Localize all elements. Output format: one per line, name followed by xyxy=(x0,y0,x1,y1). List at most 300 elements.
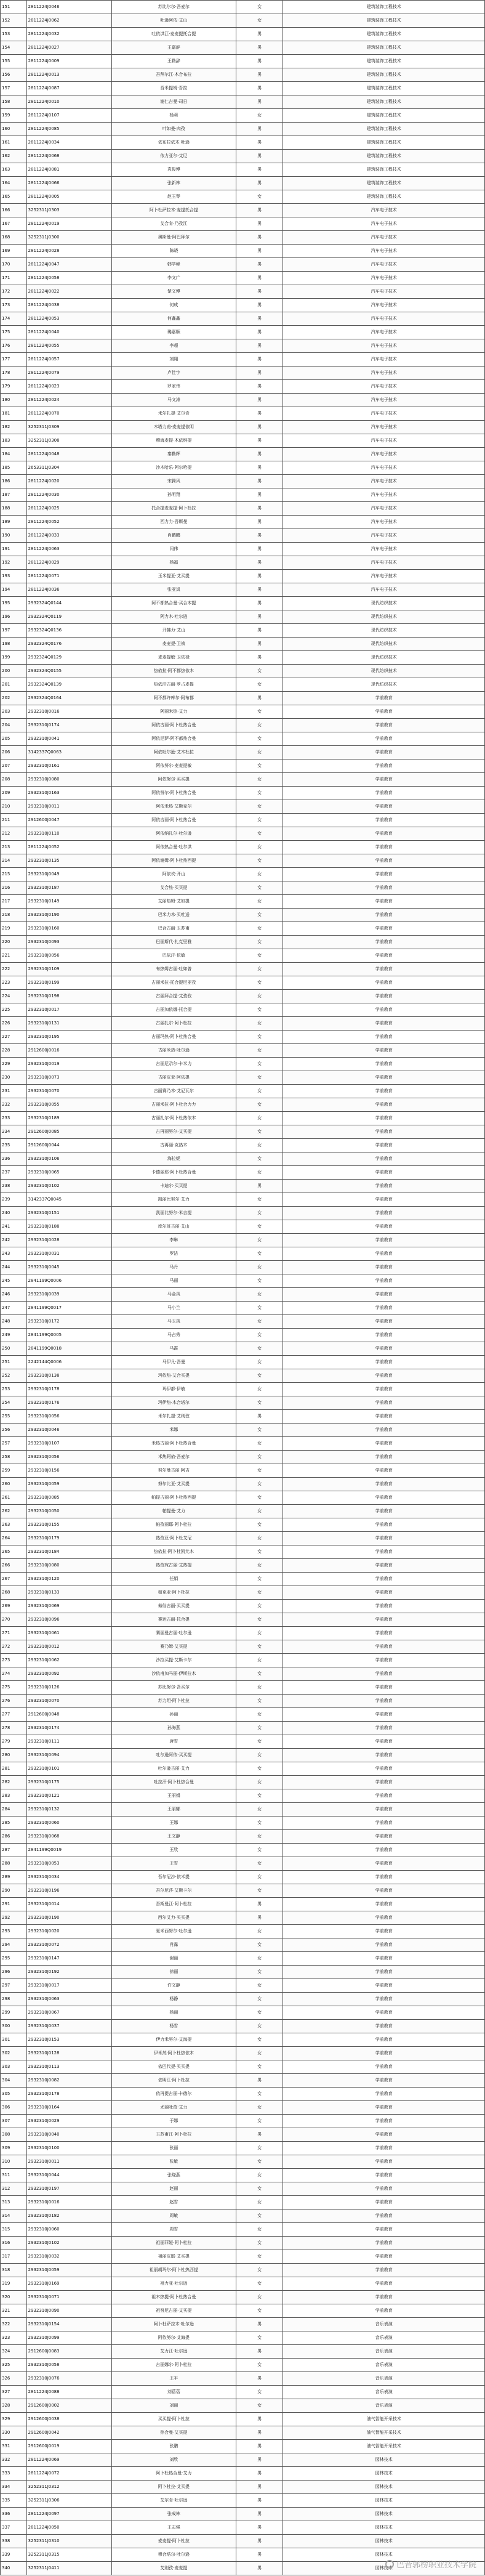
student-name-cell: 古丽米热·吐尔逊 xyxy=(111,1044,236,1058)
gender-cell: 女 xyxy=(236,2101,283,2115)
student-id-cell: 2811224J0029 xyxy=(26,556,111,570)
major-cell: 建筑装饰工程技术 xyxy=(283,1,485,14)
table-row xyxy=(1,1505,485,1518)
gender-cell: 女 xyxy=(236,773,283,787)
row-number-cell: 283 xyxy=(1,1789,27,1803)
gender-cell: 女 xyxy=(236,1288,283,1302)
table-row xyxy=(1,1003,485,1017)
row-number-cell: 282 xyxy=(1,1776,27,1789)
student-id-cell: 2932310J0131 xyxy=(26,1017,111,1031)
gender-cell: 男 xyxy=(236,2318,283,2331)
table-row xyxy=(1,2413,485,2426)
row-number-cell: 339 xyxy=(1,2548,27,2562)
student-name-cell: 吐尔逊古丽·艾力 xyxy=(111,1762,236,1776)
gender-cell: 女 xyxy=(236,1193,283,1207)
row-number-cell: 303 xyxy=(1,2060,27,2074)
major-cell: 学前教育 xyxy=(283,1451,485,1464)
student-id-cell: 2932310J0106 xyxy=(26,1152,111,1166)
major-cell: 学前教育 xyxy=(283,868,485,881)
row-number-cell: 227 xyxy=(1,1031,27,1044)
table-row xyxy=(1,1288,485,1302)
row-number-cell: 294 xyxy=(1,1938,27,1952)
major-cell: 学前教育 xyxy=(283,1654,485,1667)
row-number-cell: 160 xyxy=(1,123,27,136)
student-id-cell: 2811224J0055 xyxy=(26,339,111,353)
student-id-cell: 2932310J0179 xyxy=(26,1532,111,1545)
student-name-cell: 孙海燕 xyxy=(111,1722,236,1735)
student-id-cell: 2912600J0042 xyxy=(26,2426,111,2440)
gender-cell: 男 xyxy=(236,258,283,272)
student-name-cell: 西力力·吾斯曼 xyxy=(111,516,236,529)
student-id-cell: 2932310J0100 xyxy=(26,2142,111,2155)
student-id-cell: 2932310J0071 xyxy=(26,2291,111,2304)
student-name-cell: 谢丽 xyxy=(111,1952,236,1966)
major-cell: 音乐表演 xyxy=(283,2345,485,2359)
student-id-cell: 2932310J0174 xyxy=(26,719,111,732)
table-row xyxy=(1,1410,485,1424)
gender-cell: 男 xyxy=(236,1410,283,1424)
gender-cell: 女 xyxy=(236,2142,283,2155)
student-name-cell: 王丽娜 xyxy=(111,1803,236,1817)
student-id-cell: 2932310J0041 xyxy=(26,732,111,746)
student-name-cell: 古丽拜合提·艾孜孜 xyxy=(111,990,236,1003)
gender-cell: 女 xyxy=(236,190,283,204)
student-id-cell: 2932310J0061 xyxy=(26,1627,111,1640)
row-number-cell: 292 xyxy=(1,1911,27,1925)
gender-cell: 女 xyxy=(236,1139,283,1152)
gender-cell: 男 xyxy=(236,624,283,638)
student-name-cell: 艾丽热姆·艾如提 xyxy=(111,895,236,909)
major-cell: 学前教育 xyxy=(283,1627,485,1640)
row-number-cell: 308 xyxy=(1,2128,27,2142)
gender-cell: 女 xyxy=(236,2291,283,2304)
student-id-cell: 2932310J0156 xyxy=(26,1464,111,1478)
gender-cell: 男 xyxy=(236,556,283,570)
student-name-cell: 沙拉买提·艾斯卡尔 xyxy=(111,1654,236,1667)
row-number-cell: 310 xyxy=(1,2155,27,2169)
table-row xyxy=(1,610,485,624)
row-number-cell: 334 xyxy=(1,2481,27,2494)
gender-cell: 男 xyxy=(236,2494,283,2508)
major-cell: 学前教育 xyxy=(283,814,485,827)
major-cell: 现代纺织技术 xyxy=(283,610,485,624)
student-id-cell: 2932310J0062 xyxy=(26,1654,111,1667)
gender-cell: 女 xyxy=(236,1220,283,1234)
major-cell: 学前教育 xyxy=(283,800,485,814)
row-number-cell: 210 xyxy=(1,800,27,814)
major-cell: 学前教育 xyxy=(283,1586,485,1600)
student-id-cell: 2811224J0070 xyxy=(26,407,111,421)
row-number-cell: 275 xyxy=(1,1681,27,1695)
gender-cell: 男 xyxy=(236,150,283,163)
row-number-cell: 174 xyxy=(1,312,27,326)
gender-cell: 女 xyxy=(236,827,283,841)
table-row xyxy=(1,1695,485,1708)
gender-cell: 女 xyxy=(236,909,283,922)
student-id-cell: 2932310J0067 xyxy=(26,2006,111,2020)
student-name-cell: 买买提·阿卜杜拉 xyxy=(111,2413,236,2426)
gender-cell: 男 xyxy=(236,1911,283,1925)
table-row xyxy=(1,909,485,922)
student-id-cell: 2932310J0110 xyxy=(26,827,111,841)
major-cell: 学前教育 xyxy=(283,1762,485,1776)
gender-cell: 女 xyxy=(236,1966,283,1979)
major-cell: 学前教育 xyxy=(283,2196,485,2209)
student-id-cell: 2932310J0092 xyxy=(26,1667,111,1681)
student-name-cell: 吐逊阿依·艾山 xyxy=(111,14,236,28)
student-id-cell: 2811224J0005 xyxy=(26,190,111,204)
table-row xyxy=(1,41,485,55)
student-name-cell: 王志强 xyxy=(111,2521,236,2535)
row-number-cell: 176 xyxy=(1,339,27,353)
major-cell: 学前教育 xyxy=(283,963,485,976)
table-row xyxy=(1,1518,485,1532)
student-id-cell: 2932310J0132 xyxy=(26,1803,111,1817)
student-id-cell: 2932310J0017 xyxy=(26,1979,111,1993)
student-id-cell: 2811224J0034 xyxy=(26,136,111,150)
major-cell: 音乐表演 xyxy=(283,2399,485,2413)
row-number-cell: 313 xyxy=(1,2196,27,2209)
student-name-cell: 王文静 xyxy=(111,1830,236,1844)
table-row xyxy=(1,1871,485,1884)
row-number-cell: 161 xyxy=(1,136,27,150)
major-cell: 学前教育 xyxy=(283,1180,485,1193)
gender-cell: 女 xyxy=(236,1803,283,1817)
major-cell: 汽车电子技术 xyxy=(283,245,485,258)
major-cell: 学前教育 xyxy=(283,1505,485,1518)
table-row xyxy=(1,976,485,990)
student-id-cell: 2841199Q0006 xyxy=(26,1274,111,1288)
student-name-cell: 热依拉·阿不都热依木 xyxy=(111,665,236,678)
table-row xyxy=(1,1261,485,1274)
major-cell: 汽车电子技术 xyxy=(283,380,485,394)
gender-cell: 男 xyxy=(236,2413,283,2426)
gender-cell: 男 xyxy=(236,299,283,312)
student-id-cell: 2932310J0040 xyxy=(26,2128,111,2142)
student-name-cell: 托合提麦麦提·阿卜杜拉 xyxy=(111,502,236,516)
student-name-cell: 祖努尼古丽·艾买提 xyxy=(111,2304,236,2318)
major-cell: 音乐表演 xyxy=(283,2331,485,2345)
table-row xyxy=(1,2345,485,2359)
table-row xyxy=(1,1708,485,1722)
student-id-cell: 2932310J0164 xyxy=(26,2101,111,2115)
major-cell: 学前教育 xyxy=(283,2033,485,2047)
student-name-cell: 沙木哈乐·阿尔哈提 xyxy=(111,461,236,475)
major-cell: 学前教育 xyxy=(283,2182,485,2196)
student-id-cell: 2932310J0163 xyxy=(26,787,111,800)
table-row xyxy=(1,1424,485,1437)
student-name-cell: 周雪 xyxy=(111,2223,236,2237)
major-cell: 汽车电子技术 xyxy=(283,421,485,434)
row-number-cell: 175 xyxy=(1,326,27,339)
table-row xyxy=(1,2209,485,2223)
gender-cell: 女 xyxy=(236,678,283,692)
student-name-cell: 王丽娟 xyxy=(111,1789,236,1803)
major-cell: 汽车电子技术 xyxy=(283,285,485,299)
table-row xyxy=(1,1329,485,1342)
gender-cell: 女 xyxy=(236,922,283,936)
major-cell: 汽车电子技术 xyxy=(283,204,485,217)
table-row xyxy=(1,1234,485,1247)
row-number-cell: 166 xyxy=(1,204,27,217)
table-row xyxy=(1,2521,485,2535)
major-cell: 汽车电子技术 xyxy=(283,488,485,502)
table-row xyxy=(1,2196,485,2209)
row-number-cell: 167 xyxy=(1,217,27,231)
major-cell: 学前教育 xyxy=(283,705,485,719)
student-id-cell: 2932310J0039 xyxy=(26,1288,111,1302)
row-number-cell: 318 xyxy=(1,2264,27,2277)
row-number-cell: 254 xyxy=(1,1396,27,1410)
gender-cell: 女 xyxy=(236,1627,283,1640)
gender-cell: 女 xyxy=(236,1274,283,1288)
row-number-cell: 188 xyxy=(1,502,27,516)
major-cell: 学前教育 xyxy=(283,2291,485,2304)
major-cell: 学前教育 xyxy=(283,1044,485,1058)
student-name-cell: 吾拜尔江·木合布拉 xyxy=(111,68,236,82)
student-id-cell: 2932324Q0176 xyxy=(26,638,111,651)
table-row xyxy=(1,1600,485,1613)
student-name-cell: 王嘉辞 xyxy=(111,41,236,55)
student-id-cell: 2932310J0182 xyxy=(26,2209,111,2223)
gender-cell: 男 xyxy=(236,285,283,299)
student-name-cell: 吐依洪江·麦麦提托合提 xyxy=(111,28,236,41)
student-name-cell: 米热古丽·阿卜杜热合曼 xyxy=(111,1437,236,1451)
major-cell: 汽车电子技术 xyxy=(283,556,485,570)
student-id-cell: 2932324Q0164 xyxy=(26,692,111,705)
row-number-cell: 259 xyxy=(1,1464,27,1478)
table-row xyxy=(1,461,485,475)
table-row xyxy=(1,2060,485,2074)
student-name-cell: 阿依尼萨·阿不都热合曼 xyxy=(111,732,236,746)
gender-cell: 男 xyxy=(236,529,283,543)
student-name-cell: 古丽米拉·托合提尼亚孜 xyxy=(111,976,236,990)
gender-cell: 女 xyxy=(236,1356,283,1369)
student-id-cell: 2811224J0030 xyxy=(26,488,111,502)
gender-cell: 男 xyxy=(236,41,283,55)
table-row xyxy=(1,2128,485,2142)
gender-cell: 女 xyxy=(236,1925,283,1938)
row-number-cell: 326 xyxy=(1,2372,27,2386)
gender-cell: 女 xyxy=(236,2169,283,2182)
gender-cell: 女 xyxy=(236,2182,283,2196)
row-number-cell: 246 xyxy=(1,1288,27,1302)
student-name-cell: 帕孜丽耶·阿卜杜拉 xyxy=(111,1518,236,1532)
gender-cell: 女 xyxy=(236,1681,283,1695)
student-id-cell: 2932310J0049 xyxy=(26,868,111,881)
gender-cell: 女 xyxy=(236,841,283,854)
row-number-cell: 330 xyxy=(1,2426,27,2440)
gender-cell: 女 xyxy=(236,2277,283,2291)
student-id-cell: 3252311J0306 xyxy=(26,2494,111,2508)
gender-cell: 女 xyxy=(236,1,283,14)
gender-cell: 女 xyxy=(236,2020,283,2033)
row-number-cell: 153 xyxy=(1,28,27,41)
major-cell: 学前教育 xyxy=(283,881,485,895)
major-cell: 油气智能开采技术 xyxy=(283,2440,485,2453)
student-id-cell: 2811224J0069 xyxy=(26,2453,111,2467)
student-name-cell: 璐嘉顺 xyxy=(111,326,236,339)
table-row xyxy=(1,407,485,421)
student-name-cell: 杨雪 xyxy=(111,2020,236,2033)
row-number-cell: 329 xyxy=(1,2413,27,2426)
gender-cell: 女 xyxy=(236,1478,283,1491)
row-number-cell: 262 xyxy=(1,1505,27,1518)
student-name-cell: 布热姆古丽·吐如普 xyxy=(111,963,236,976)
student-name-cell: 巴依汗·依敏 xyxy=(111,949,236,963)
row-number-cell: 180 xyxy=(1,394,27,407)
table-row xyxy=(1,2264,485,2277)
student-name-cell: 李超 xyxy=(111,339,236,353)
student-name-cell: 张亚岚 xyxy=(111,583,236,597)
gender-cell: 女 xyxy=(236,1342,283,1356)
major-cell: 学前教育 xyxy=(283,2047,485,2060)
student-id-cell: 2932310J0187 xyxy=(26,881,111,895)
table-row xyxy=(1,814,485,827)
table-row xyxy=(1,1898,485,1911)
student-name-cell: 古丽米拉·阿卜杜合力力 xyxy=(111,1098,236,1112)
student-name-cell: 杨丽 xyxy=(111,2006,236,2020)
student-id-cell: 2841199Q0019 xyxy=(26,1844,111,1857)
student-name-cell: 王雪 xyxy=(111,1857,236,1871)
gender-cell: 男 xyxy=(236,434,283,448)
table-row xyxy=(1,2426,485,2440)
row-number-cell: 327 xyxy=(1,2386,27,2399)
row-number-cell: 302 xyxy=(1,2047,27,2060)
row-number-cell: 270 xyxy=(1,1613,27,1627)
student-id-cell: 2932310J0160 xyxy=(26,922,111,936)
major-cell: 学前教育 xyxy=(283,692,485,705)
student-name-cell: 麦麦提·卫祯 xyxy=(111,638,236,651)
student-name-cell: 热孜亚·阿卜杜艾尼 xyxy=(111,1532,236,1545)
student-id-cell: 2932310J0034 xyxy=(26,1871,111,1884)
row-number-cell: 203 xyxy=(1,705,27,719)
student-name-cell: 尤丽吐孜·艾力 xyxy=(111,2101,236,2115)
major-cell: 现代纺织技术 xyxy=(283,651,485,665)
student-name-cell: 于娜 xyxy=(111,2115,236,2128)
student-name-cell: 王娜 xyxy=(111,1817,236,1830)
student-name-cell: 赛达古丽·托合提 xyxy=(111,1613,236,1627)
row-number-cell: 212 xyxy=(1,827,27,841)
row-number-cell: 247 xyxy=(1,1302,27,1315)
gender-cell: 男 xyxy=(236,82,283,95)
gender-cell: 女 xyxy=(236,1735,283,1749)
student-name-cell: 叶如曼·肉孜 xyxy=(111,123,236,136)
student-name-cell: 艾则孜·麦麦提 xyxy=(111,2562,236,2575)
table-row xyxy=(1,1464,485,1478)
gender-cell: 女 xyxy=(236,1545,283,1559)
gender-cell: 女 xyxy=(236,1329,283,1342)
major-cell: 学前教育 xyxy=(283,2169,485,2182)
gender-cell: 女 xyxy=(236,949,283,963)
major-cell: 建筑装饰工程技术 xyxy=(283,95,485,109)
row-number-cell: 207 xyxy=(1,759,27,773)
major-cell: 建筑装饰工程技术 xyxy=(283,14,485,28)
student-id-cell: 2932310J0174 xyxy=(26,1722,111,1735)
major-cell: 学前教育 xyxy=(283,1329,485,1342)
row-number-cell: 184 xyxy=(1,448,27,461)
table-row xyxy=(1,1125,485,1139)
gender-cell: 男 xyxy=(236,339,283,353)
student-name-cell: 凯丽比努尔·米吉提 xyxy=(111,1207,236,1220)
gender-cell: 女 xyxy=(236,1613,283,1627)
student-id-cell: 2811224J0071 xyxy=(26,570,111,583)
major-cell: 汽车电子技术 xyxy=(283,217,485,231)
gender-cell: 女 xyxy=(236,1071,283,1085)
student-id-cell: 2912600J0047 xyxy=(26,814,111,827)
student-name-cell: 肖鹏鹏 xyxy=(111,529,236,543)
student-id-cell: 2811224J0040 xyxy=(26,326,111,339)
major-cell: 学前教育 xyxy=(283,759,485,773)
student-id-cell: 2932310J0090 xyxy=(26,2304,111,2318)
student-id-cell: 3252311J0312 xyxy=(26,2481,111,2494)
major-cell: 音乐表演 xyxy=(283,2359,485,2372)
table-row xyxy=(1,2318,485,2331)
student-id-cell: 2811224J0062 xyxy=(26,14,111,28)
major-cell: 学前教育 xyxy=(283,1789,485,1803)
student-id-cell: 2932310J0197 xyxy=(26,2182,111,2196)
table-row xyxy=(1,2481,485,2494)
gender-cell: 女 xyxy=(236,1695,283,1708)
student-id-cell: 2811224J0085 xyxy=(26,123,111,136)
table-row xyxy=(1,488,485,502)
major-cell: 学前教育 xyxy=(283,895,485,909)
student-id-cell: 2811224J0038 xyxy=(26,299,111,312)
row-number-cell: 182 xyxy=(1,421,27,434)
major-cell: 园林技术 xyxy=(283,2453,485,2467)
student-id-cell: 2932310J0154 xyxy=(26,2318,111,2331)
table-row xyxy=(1,231,485,245)
row-number-cell: 165 xyxy=(1,190,27,204)
gender-cell: 女 xyxy=(236,1058,283,1071)
student-name-cell: 热孜宛古丽·艾热提 xyxy=(111,1559,236,1573)
row-number-cell: 183 xyxy=(1,434,27,448)
gender-cell: 女 xyxy=(236,963,283,976)
row-number-cell: 185 xyxy=(1,461,27,475)
major-cell: 学前教育 xyxy=(283,1600,485,1613)
major-cell: 学前教育 xyxy=(283,1464,485,1478)
gender-cell: 女 xyxy=(236,1844,283,1857)
gender-cell: 男 xyxy=(236,638,283,651)
major-cell: 音乐表演 xyxy=(283,2318,485,2331)
table-row xyxy=(1,326,485,339)
student-name-cell: 帕提古丽·阿卜杜热西提 xyxy=(111,1491,236,1505)
student-name-cell: 赵玉琴 xyxy=(111,190,236,204)
major-cell: 园林技术 xyxy=(283,2562,485,2575)
student-id-cell: 2811224J0066 xyxy=(26,177,111,190)
table-row xyxy=(1,448,485,461)
student-name-cell: 古丽玛热·阿卜杜热合曼 xyxy=(111,1031,236,1044)
row-number-cell: 178 xyxy=(1,367,27,380)
row-number-cell: 204 xyxy=(1,719,27,732)
major-cell: 学前教育 xyxy=(283,1735,485,1749)
gender-cell: 女 xyxy=(236,1247,283,1261)
table-row xyxy=(1,1722,485,1735)
student-name-cell: 麦麦提敏·卫依禄 xyxy=(111,651,236,665)
table-row xyxy=(1,1247,485,1261)
table-row xyxy=(1,82,485,95)
student-id-cell: 2811224J0023 xyxy=(26,380,111,394)
student-name-cell: 热合曼·艾买提 xyxy=(111,2426,236,2440)
row-number-cell: 201 xyxy=(1,678,27,692)
student-name-cell: 阿卜杜热合曼·艾力 xyxy=(111,2467,236,2481)
student-id-cell: 2932310J0085 xyxy=(26,1491,111,1505)
row-number-cell: 269 xyxy=(1,1600,27,1613)
row-number-cell: 234 xyxy=(1,1125,27,1139)
student-name-cell: 依力亚尔·艾尼 xyxy=(111,150,236,163)
student-name-cell: 夏米西努尔·吐尔逊 xyxy=(111,1925,236,1938)
student-name-cell: 王勒辞 xyxy=(111,55,236,68)
